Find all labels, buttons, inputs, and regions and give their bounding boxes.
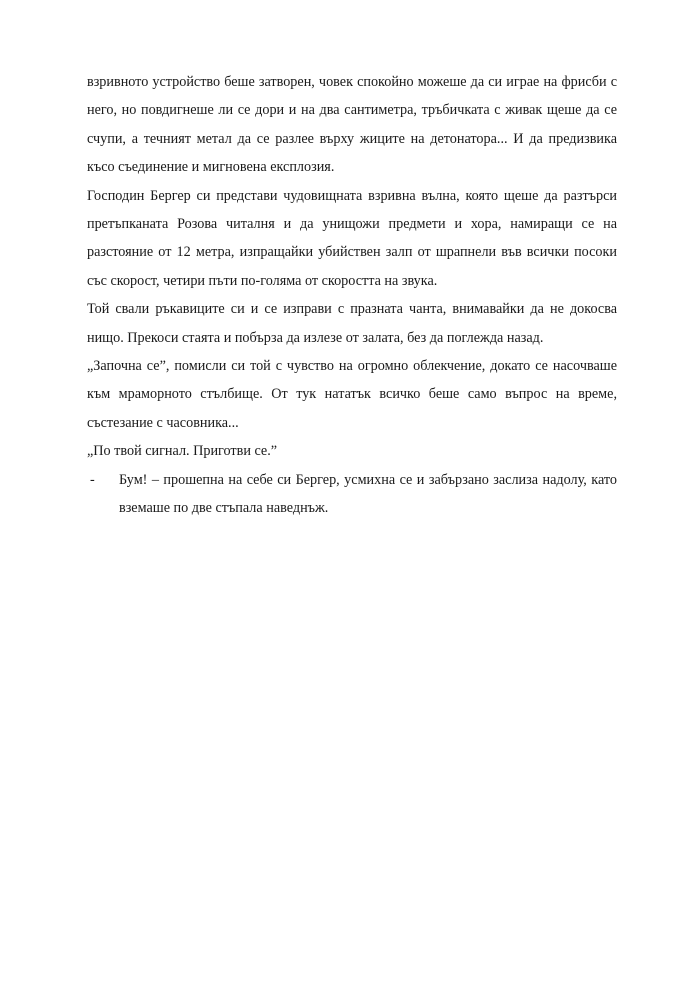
dialogue-text: Бум! – прошепна на себе си Бергер, усмихна се и забързано заслиза надолу, като вземаше по две стъпала наведнъж. (119, 471, 617, 517)
document-page (87, 68, 617, 523)
paragraph-3: Той свали ръкавиците си и се изправи с празната чанта, внимавайки да не докосва нищо. Прекоси стаята и побърза да излезе от залата, без да поглежда назад. (87, 301, 617, 346)
dialogue-line (87, 466, 617, 523)
paragraph-1: взривното устройство беше затворен, човек спокойно можеше да си играе на фрисби с него, но повдигнеше ли се дори и на два сантиметра, тръбичката с живак щеше да се счупи, а течният метал да се разлее върху жиците на детонатора... И да предизвика късо съединение и мигновена експлозия. (87, 74, 617, 176)
paragraph-2: Господин Бергер си представи чудовищната взривна вълна, която щеше да разтърси претъпканата Розова читалня и да унищожи предмети и хора, намиращи се на разстояние от 12 метра, изпращайки убийствен залп от шрапнели във всички посоки със скорост, четири пъти по-голяма от скоростта на звука. (87, 187, 617, 289)
paragraph-5: „По твой сигнал. Приготви се.” (87, 443, 278, 460)
paragraph-4: „Започна се”, помисли си той с чувство на огромно облекчение, докато се насочваше към мраморното стълбище. От тук нататък всичко беше само въпрос на време, състезание с часовника... (87, 358, 617, 431)
dash-marker: - (90, 471, 95, 488)
